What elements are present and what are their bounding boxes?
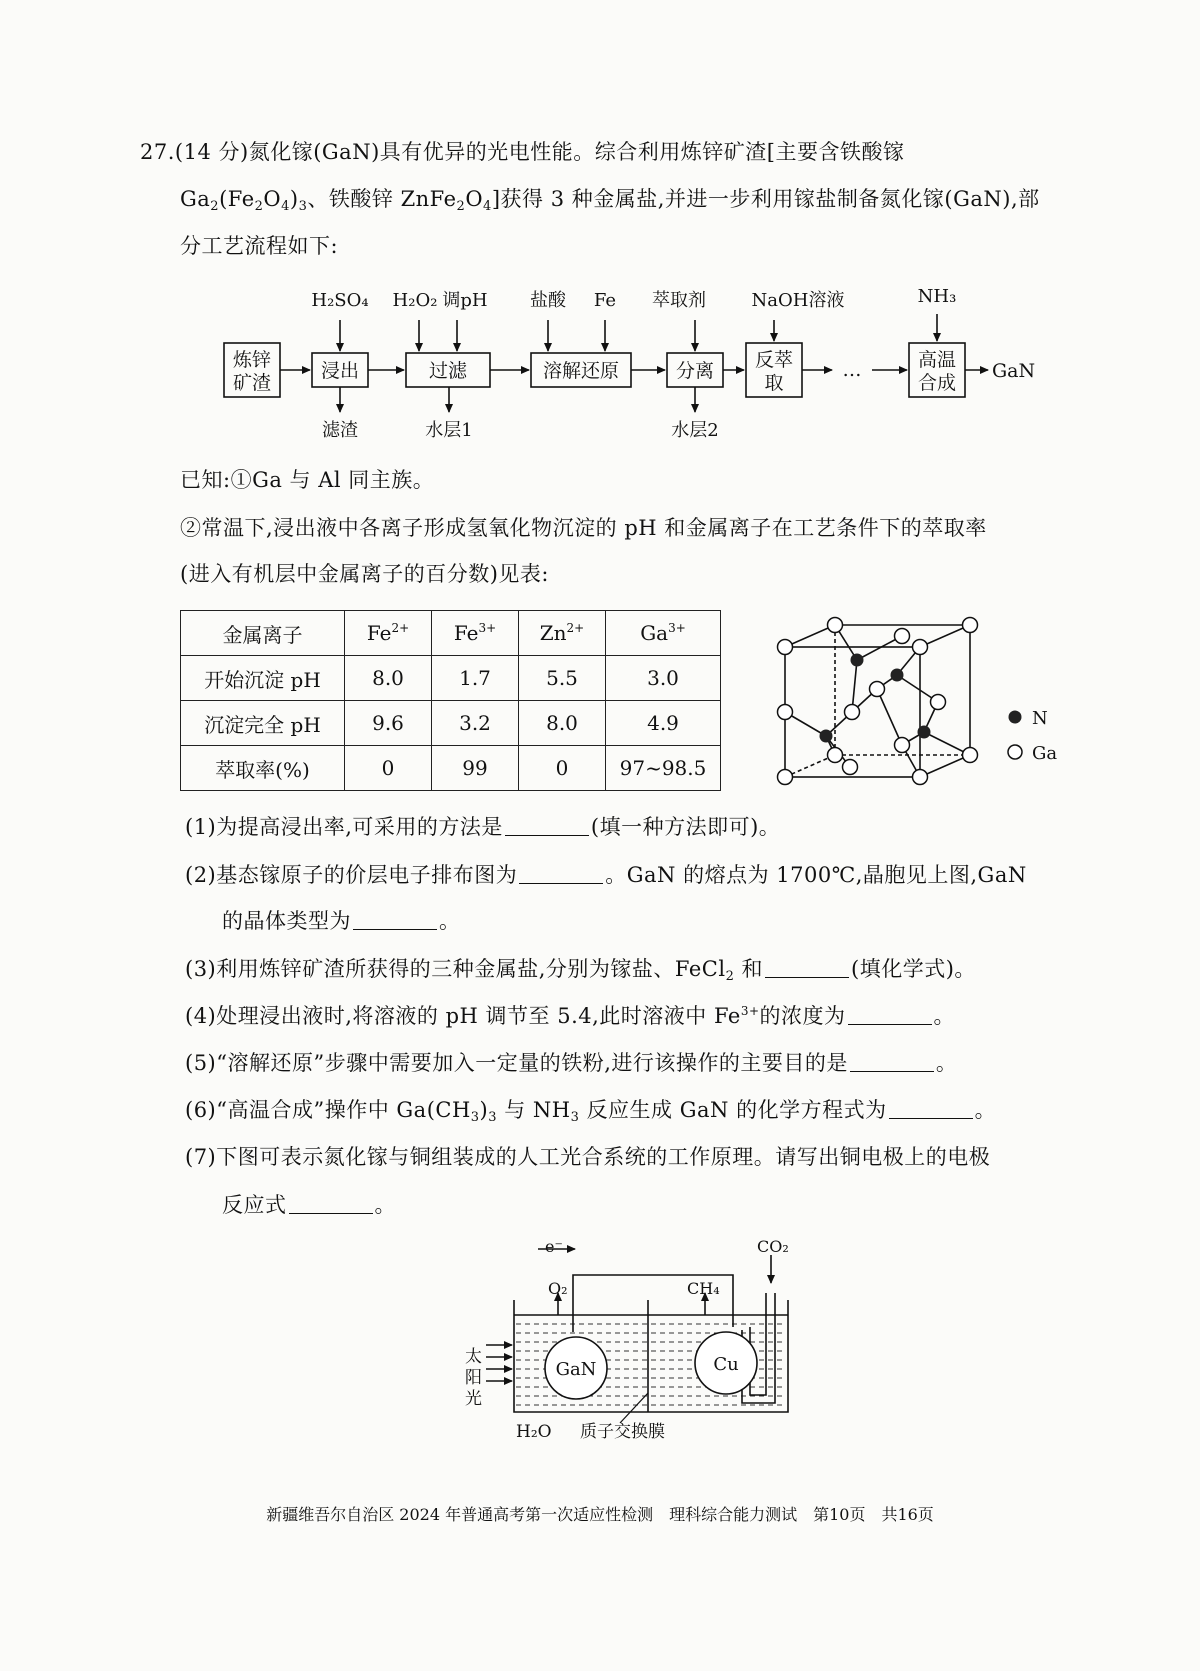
flow-label-separate: 分离 bbox=[675, 360, 715, 382]
question-7: (7)下图可表示氮化镓与铜组装成的人工光合系统的工作原理。请写出铜电极上的电极 bbox=[185, 1145, 991, 1169]
flow-reagent-hcl: 盐酸 bbox=[530, 290, 566, 311]
flow-reagent-nh3: NH₃ bbox=[917, 286, 957, 307]
question-6: (6)“高温合成”操作中 $Ga(CH_3)_3$ 与 $NH_3$ 反应生成 GaN 的化学方程式为 。 bbox=[185, 1098, 997, 1125]
question-7-cont: 反应式 。 bbox=[222, 1193, 396, 1217]
question-3: (3)利用炼锌矿渣所获得的三种金属盐,分别为镓盐、FeCl$_2$ 和 (填化学式)。 bbox=[185, 957, 976, 984]
o2-label: O₂ bbox=[548, 1279, 568, 1298]
question-stem-line-1: 27.(14 分)氮化镓(GaN)具有优异的光电性能。综合利用炼锌矿渣[主要含铁酸镓 bbox=[140, 140, 905, 164]
flow-label-back-extract-2: 取 bbox=[764, 372, 784, 394]
table-header-row: 金属离子 $Fe^{2+}$ $Fe^{3+}$ $Zn^{2+}$ $Ga^{3+}$ bbox=[181, 611, 721, 656]
answer-blank[interactable] bbox=[848, 1004, 932, 1025]
question-stem-line-2: $Ga_2(Fe_2O_4)_3$、铁酸锌 $ZnFe_2O_4$]获得 3 种金属盐,并进一步利用镓盐制备氮化镓(GaN),部 bbox=[180, 187, 1040, 214]
question-2-cont: 的晶体类型为 。 bbox=[222, 909, 461, 933]
legend-ga-dot bbox=[1008, 745, 1022, 759]
ion-table bbox=[180, 610, 721, 791]
sunlight-label-1: 太 bbox=[465, 1347, 482, 1367]
legend-n-label: N bbox=[1032, 708, 1048, 729]
flow-label-synth-1: 高温 bbox=[917, 349, 957, 371]
answer-blank[interactable] bbox=[519, 863, 603, 884]
ch4-label: CH₄ bbox=[687, 1279, 720, 1298]
flow-label-back-extract-1: 反萃 bbox=[754, 349, 794, 371]
flow-label-synth-2: 合成 bbox=[917, 372, 957, 394]
answer-blank[interactable] bbox=[505, 815, 589, 836]
flow-reagent-extractant: 萃取剂 bbox=[652, 290, 706, 311]
flow-label-ellipsis: … bbox=[842, 359, 862, 381]
gan-electrode-label: GaN bbox=[555, 1359, 597, 1380]
answer-blank[interactable] bbox=[353, 909, 437, 930]
table-row: 萃取率(%) 0 99 0 97~98.5 bbox=[181, 746, 721, 791]
flow-label-leach: 浸出 bbox=[320, 360, 360, 382]
artificial-photosynthesis-diagram bbox=[450, 1235, 810, 1465]
membrane-label: 质子交换膜 bbox=[580, 1422, 665, 1442]
question-stem-line-3: 分工艺流程如下: bbox=[180, 234, 339, 258]
cu-electrode-label: Cu bbox=[713, 1354, 739, 1375]
answer-blank[interactable] bbox=[850, 1051, 934, 1072]
answer-blank[interactable] bbox=[889, 1098, 973, 1119]
question-number: 27. bbox=[140, 140, 175, 164]
legend-n-dot bbox=[1009, 711, 1022, 724]
question-1: (1)为提高浸出率,可采用的方法是 (填一种方法即可)。 bbox=[185, 815, 781, 839]
question-score: (14 分) bbox=[174, 140, 249, 164]
legend-ga-label: Ga bbox=[1032, 743, 1058, 764]
flow-label-raw-2: 矿渣 bbox=[232, 372, 272, 394]
co2-label: CO₂ bbox=[757, 1237, 789, 1256]
answer-blank[interactable] bbox=[289, 1193, 373, 1214]
flow-output-residue: 滤渣 bbox=[322, 420, 358, 441]
process-flow-diagram bbox=[0, 270, 1200, 450]
flow-label-filter: 过滤 bbox=[428, 360, 468, 382]
gan-unit-cell-diagram bbox=[760, 605, 1090, 795]
known-2: ②常温下,浸出液中各离子形成氢氧化物沉淀的 pH 和金属离子在工艺条件下的萃取率 bbox=[180, 516, 987, 540]
flow-output-water2: 水层2 bbox=[671, 420, 719, 441]
question-4: (4)处理浸出液时,将溶液的 pH 调节至 5.4,此时溶液中 $Fe^{3+}$的浓度为 。 bbox=[185, 1004, 956, 1028]
known-1: 已知:①Ga 与 Al 同主族。 bbox=[180, 468, 435, 492]
flow-label-product: GaN bbox=[992, 360, 1036, 382]
known-3: (进入有机层中金属离子的百分数)见表: bbox=[180, 562, 549, 586]
question-2: (2)基态镓原子的价层电子排布图为 。GaN 的熔点为 1700℃,晶胞见上图,GaN bbox=[185, 863, 1027, 887]
question-5: (5)“溶解还原”步骤中需要加入一定量的铁粉,进行该操作的主要目的是 。 bbox=[185, 1051, 958, 1075]
electron-label: e⁻ bbox=[545, 1237, 563, 1256]
answer-blank[interactable] bbox=[765, 957, 849, 978]
flow-reagent-fe: Fe bbox=[593, 290, 617, 311]
flow-label-raw-1: 炼锌 bbox=[232, 349, 272, 371]
flow-reagent-adjust-ph: 调pH bbox=[442, 290, 488, 311]
flow-output-water1: 水层1 bbox=[425, 420, 473, 441]
sunlight-label-3: 光 bbox=[465, 1389, 482, 1409]
flow-label-dissolve: 溶解还原 bbox=[542, 360, 620, 382]
table-row: 沉淀完全 pH 9.6 3.2 8.0 4.9 bbox=[181, 701, 721, 746]
sunlight-label-2: 阳 bbox=[465, 1368, 482, 1388]
table-row: 开始沉淀 pH 8.0 1.7 5.5 3.0 bbox=[181, 656, 721, 701]
page-footer: 新疆维吾尔自治区 2024 年普通高考第一次适应性检测 理科综合能力测试 第10页 共16页 bbox=[266, 1505, 934, 1524]
flow-reagent-h2so4: H₂SO₄ bbox=[311, 290, 369, 311]
water-label: H₂O bbox=[516, 1422, 552, 1442]
flow-reagent-h2o2: H₂O₂ bbox=[392, 290, 438, 311]
flow-reagent-naoh: NaOH溶液 bbox=[751, 290, 845, 311]
